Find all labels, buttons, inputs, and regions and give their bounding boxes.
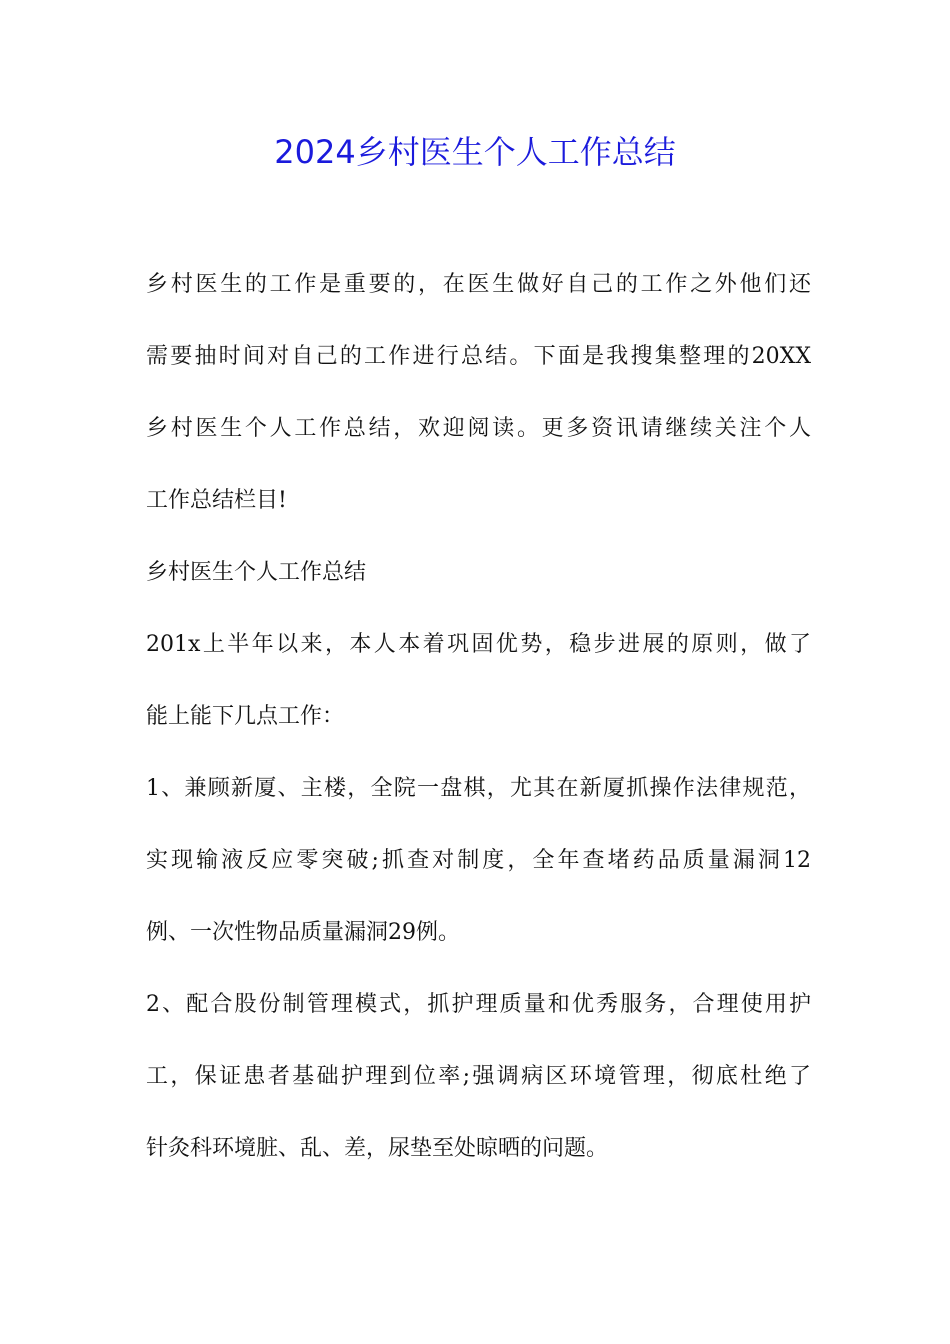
text-line: 乡村医生的工作是重要的，在医生做好自己的工作之外他们还	[146, 272, 811, 297]
text-line: 2、配合股份制管理模式，抓护理质量和优秀服务，合理使用护	[146, 992, 811, 1017]
text-line: 工，保证患者基础护理到位率;强调病区环境管理，彻底杜绝了	[146, 1064, 811, 1089]
text-line: 针灸科环境脏、乱、差，尿垫至处晾晒的问题。	[146, 1136, 609, 1161]
document-title: 2024乡村医生个人工作总结	[274, 133, 676, 171]
text-line: 例、一次性物品质量漏洞29例。	[146, 920, 460, 945]
text-line: 工作总结栏目!	[146, 488, 287, 513]
text-line: 201x上半年以来，本人本着巩固优势，稳步进展的原则，做了	[146, 632, 811, 657]
text-line: 乡村医生个人工作总结	[146, 560, 367, 585]
text-line: 乡村医生个人工作总结，欢迎阅读。更多资讯请继续关注个人	[146, 416, 811, 441]
document-body	[146, 263, 811, 1199]
text-line: 1、兼顾新厦、主楼，全院一盘棋，尤其在新厦抓操作法律规范，	[146, 776, 811, 801]
text-line: 能上能下几点工作：	[146, 704, 345, 729]
text-line: 实现输液反应零突破;抓查对制度，全年查堵药品质量漏洞12	[146, 848, 811, 873]
text-line: 需要抽时间对自己的工作进行总结。下面是我搜集整理的20XX	[146, 344, 811, 369]
